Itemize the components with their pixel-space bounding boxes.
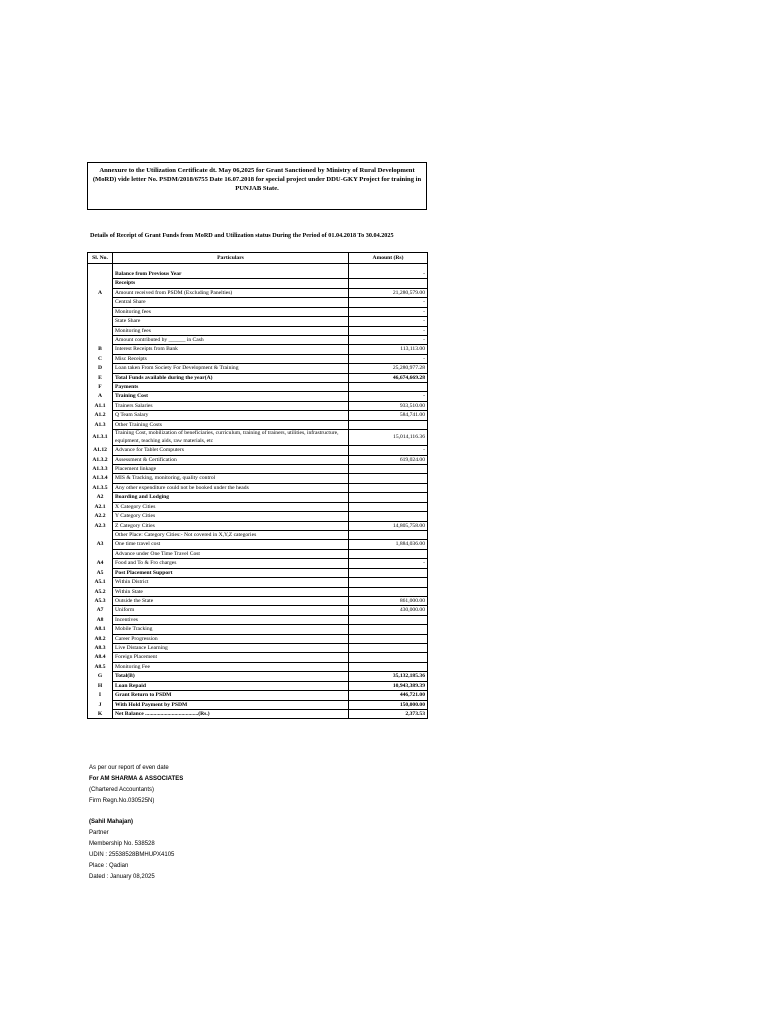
row-particular: Central Share <box>113 298 349 307</box>
table-row <box>88 530 428 539</box>
row-sl-no: G <box>88 672 113 681</box>
row-amount: - <box>349 559 428 568</box>
row-amount: 150,000.00 <box>349 700 428 709</box>
table-row <box>88 401 428 410</box>
row-particular: Y Category Cities <box>113 512 349 521</box>
row-amount: - <box>349 270 428 279</box>
row-sl-no: A1.3.1 <box>88 430 113 446</box>
row-particular: Advance under One Time Travel Cost <box>113 549 349 558</box>
row-amount: - <box>349 317 428 326</box>
annexure-title-box <box>87 162 427 210</box>
row-sl-no: A8.5 <box>88 662 113 671</box>
row-amount <box>349 383 428 392</box>
row-amount: 1,884,036.00 <box>349 540 428 549</box>
table-row <box>88 345 428 354</box>
row-amount <box>349 549 428 558</box>
row-amount <box>349 578 428 587</box>
row-particular: Loan taken From Society For Development & Training <box>113 364 349 373</box>
table-row <box>88 606 428 615</box>
row-particular: Payments <box>113 383 349 392</box>
table-row <box>88 578 428 587</box>
row-sl-no: E <box>88 373 113 382</box>
row-amount: - <box>349 335 428 344</box>
row-sl-no: A5.3 <box>88 596 113 605</box>
row-amount: - <box>349 392 428 401</box>
row-amount: 35,132,185.36 <box>349 672 428 681</box>
row-sl-no: A1.3.2 <box>88 455 113 464</box>
firm-name: For AM SHARMA & ASSOCIATES <box>89 776 184 782</box>
row-amount <box>349 625 428 634</box>
row-amount <box>349 644 428 653</box>
row-amount: 861,000.00 <box>349 596 428 605</box>
row-sl-no: A2.3 <box>88 521 113 530</box>
table-row <box>88 270 428 279</box>
row-sl-no: H <box>88 681 113 690</box>
row-amount: - <box>349 307 428 316</box>
row-sl-no <box>88 530 113 539</box>
table-row <box>88 540 428 549</box>
table-row <box>88 298 428 307</box>
row-sl-no: A <box>88 288 113 297</box>
table-row <box>88 644 428 653</box>
row-sl-no: A1.12 <box>88 446 113 455</box>
signatory-designation: Partner <box>89 830 109 836</box>
row-particular: MIS & Tracking, monitoring, quality control <box>113 474 349 483</box>
row-amount: 619,024.00 <box>349 455 428 464</box>
row-particular: Total Funds available during the year(A) <box>113 373 349 382</box>
row-particular: Other Place: Category Cities:- Not covered in X,Y,Z categories <box>113 530 349 539</box>
row-amount <box>349 483 428 492</box>
membership-no: Membership No. 538528 <box>89 841 155 847</box>
table-row <box>88 653 428 662</box>
table-row <box>88 317 428 326</box>
row-particular: Trainers Salaries <box>113 401 349 410</box>
row-particular: With Hold Payment by PSDM <box>113 700 349 709</box>
row-particular: Within District <box>113 578 349 587</box>
table-row <box>88 465 428 474</box>
table-row <box>88 700 428 709</box>
row-particular: Net Balance ......................................(Rs.) <box>113 709 349 718</box>
table-row <box>88 383 428 392</box>
place: Place : Qadian <box>89 863 129 869</box>
row-particular: Total(B) <box>113 672 349 681</box>
table-body <box>88 264 428 719</box>
table-row <box>88 326 428 335</box>
row-sl-no: B <box>88 345 113 354</box>
row-amount: 430,000.00 <box>349 606 428 615</box>
table-row <box>88 455 428 464</box>
row-particular: Amount contributed by ______ in Cash <box>113 335 349 344</box>
row-sl-no: A2 <box>88 493 113 502</box>
row-amount <box>349 615 428 624</box>
row-amount <box>349 502 428 511</box>
row-particular: Interest Receipts from Bank <box>113 345 349 354</box>
row-particular: Z Category Cities <box>113 521 349 530</box>
row-particular: Monitoring Fee <box>113 662 349 671</box>
row-particular: Within State <box>113 587 349 596</box>
table-row <box>88 420 428 429</box>
table-row <box>88 307 428 316</box>
annexure-title: Annexure to the Utilization Certificate dt. May 06,2025 for Grant Sanctioned by Ministry of Rural Development (MoRD) vide letter No. PSDM/2018/6755 Date 16.07.2018 for special project under DDU-GKY Project for training in PUNJAB State. <box>92 167 422 192</box>
table-row <box>88 335 428 344</box>
row-sl-no: A1.3.5 <box>88 483 113 492</box>
table-row <box>88 587 428 596</box>
table-row <box>88 672 428 681</box>
row-particular: Q Team Salary <box>113 411 349 420</box>
table-row <box>88 483 428 492</box>
row-amount: 46,674,669.28 <box>349 373 428 382</box>
row-amount <box>349 634 428 643</box>
row-particular: Advance for Tablet Computers <box>113 446 349 455</box>
row-sl-no: A8.3 <box>88 644 113 653</box>
row-amount <box>349 474 428 483</box>
row-sl-no: A8 <box>88 615 113 624</box>
table-row <box>88 354 428 363</box>
table-header-row <box>88 253 428 264</box>
row-particular: Food and To & Fro charges <box>113 559 349 568</box>
row-particular: Mobile Tracking <box>113 625 349 634</box>
row-amount: - <box>349 298 428 307</box>
row-particular: Foreign Placement <box>113 653 349 662</box>
row-particular: Live Distance Learning <box>113 644 349 653</box>
table-row <box>88 373 428 382</box>
table-row <box>88 615 428 624</box>
table-row <box>88 493 428 502</box>
row-amount: - <box>349 354 428 363</box>
row-particular: Loan Repaid <box>113 681 349 690</box>
row-particular: Training Cost, mobilization of beneficiaries, curriculum, training of trainers, utilities, infrastructure, equipment, teaching aids, raw materials, etc <box>113 430 349 446</box>
row-particular: Other Training Costs <box>113 420 349 429</box>
row-amount: 14,805,758.00 <box>349 521 428 530</box>
row-sl-no: A1.3.4 <box>88 474 113 483</box>
row-sl-no <box>88 270 113 279</box>
row-amount: 113,113.00 <box>349 345 428 354</box>
row-sl-no <box>88 326 113 335</box>
row-sl-no <box>88 298 113 307</box>
table-row <box>88 709 428 718</box>
table-row <box>88 681 428 690</box>
row-particular: Uniform <box>113 606 349 615</box>
table-row <box>88 288 428 297</box>
row-particular: Outside the State <box>113 596 349 605</box>
udin: UDIN : 25538528BMHUPX4105 <box>89 852 175 858</box>
row-amount: 446,721.00 <box>349 691 428 700</box>
row-amount <box>349 530 428 539</box>
row-amount <box>349 512 428 521</box>
table-row <box>88 502 428 511</box>
row-sl-no: A2.1 <box>88 502 113 511</box>
table-row <box>88 364 428 373</box>
row-particular: Monitoring fees <box>113 326 349 335</box>
row-amount <box>349 420 428 429</box>
row-particular: Assessment & Certification <box>113 455 349 464</box>
dated: Dated : January 08,2025 <box>89 874 155 880</box>
details-heading: Details of Receipt of Grant Funds from MoRD and Utilization status During the Period of 01.04.2018 To 30.04.2025 <box>90 232 394 239</box>
row-sl-no: K <box>88 709 113 718</box>
table-row <box>88 559 428 568</box>
auditor-footer <box>89 763 183 883</box>
row-sl-no: A8.2 <box>88 634 113 643</box>
row-particular: State Share <box>113 317 349 326</box>
utilization-table <box>87 252 428 719</box>
row-amount <box>349 662 428 671</box>
row-sl-no: A8.1 <box>88 625 113 634</box>
table-row <box>88 392 428 401</box>
row-sl-no: A5.1 <box>88 578 113 587</box>
table-row <box>88 446 428 455</box>
row-particular: Grant Return to PSDM <box>113 691 349 700</box>
row-amount <box>349 587 428 596</box>
row-sl-no: F <box>88 383 113 392</box>
table-row <box>88 625 428 634</box>
row-particular: Amount received from PSDM (Excluding Panelties) <box>113 288 349 297</box>
row-sl-no: A8.4 <box>88 653 113 662</box>
row-sl-no: A1.2 <box>88 411 113 420</box>
report-line: As per our report of even date <box>89 765 169 771</box>
signatory-name: (Sahil Mahajan) <box>89 819 134 825</box>
row-amount: - <box>349 326 428 335</box>
row-amount: - <box>349 446 428 455</box>
table-row <box>88 691 428 700</box>
row-particular: Training Cost <box>113 392 349 401</box>
table-row <box>88 279 428 288</box>
row-amount <box>349 279 428 288</box>
row-particular: Balance from Previous Year <box>113 270 349 279</box>
table-row <box>88 549 428 558</box>
row-particular: Receipts <box>113 279 349 288</box>
row-amount: 10,943,389.39 <box>349 681 428 690</box>
row-sl-no <box>88 549 113 558</box>
row-sl-no: A1.3 <box>88 420 113 429</box>
row-sl-no: A2.2 <box>88 512 113 521</box>
row-particular: Misc Receipts <box>113 354 349 363</box>
row-sl-no <box>88 335 113 344</box>
row-particular: X Category Cities <box>113 502 349 511</box>
row-sl-no <box>88 279 113 288</box>
row-amount: 584,741.00 <box>349 411 428 420</box>
table-row <box>88 634 428 643</box>
header-particulars: Particulars <box>113 253 349 264</box>
row-amount: 933,510.00 <box>349 401 428 410</box>
firm-regn: Firm Regn.No.030525N) <box>89 798 155 804</box>
table-row <box>88 512 428 521</box>
row-sl-no <box>88 307 113 316</box>
table-row <box>88 662 428 671</box>
row-particular: Placement linkage <box>113 465 349 474</box>
row-sl-no <box>88 317 113 326</box>
row-sl-no: C <box>88 354 113 363</box>
table-row <box>88 430 428 446</box>
table-row <box>88 521 428 530</box>
row-particular: Boarding and Lodging <box>113 493 349 502</box>
row-amount: 21,280,579.00 <box>349 288 428 297</box>
header-sl-no: Sl. No. <box>88 253 113 264</box>
row-particular: Post Placement Support <box>113 568 349 577</box>
row-amount: 2,373.53 <box>349 709 428 718</box>
row-sl-no: A5 <box>88 568 113 577</box>
row-sl-no: A5.2 <box>88 587 113 596</box>
row-particular: Monitoring fees <box>113 307 349 316</box>
header-amount: Amount (Rs) <box>349 253 428 264</box>
row-amount: 25,280,977.28 <box>349 364 428 373</box>
row-sl-no: A3 <box>88 540 113 549</box>
row-particular: Incentives <box>113 615 349 624</box>
row-amount: 15,014,116.36 <box>349 430 428 446</box>
table-row <box>88 596 428 605</box>
row-amount <box>349 465 428 474</box>
row-sl-no: A1.3.3 <box>88 465 113 474</box>
table-row <box>88 568 428 577</box>
row-amount <box>349 568 428 577</box>
row-sl-no: I <box>88 691 113 700</box>
row-particular: Career Progression <box>113 634 349 643</box>
row-sl-no: A <box>88 392 113 401</box>
table-row <box>88 474 428 483</box>
row-sl-no: A7 <box>88 606 113 615</box>
row-amount <box>349 493 428 502</box>
row-sl-no: D <box>88 364 113 373</box>
table-row <box>88 411 428 420</box>
row-particular: Any other expenditure could not be booked under the heads <box>113 483 349 492</box>
row-sl-no: A1.1 <box>88 401 113 410</box>
firm-type: (Chartered Accountants) <box>89 787 155 793</box>
row-sl-no: J <box>88 700 113 709</box>
row-amount <box>349 653 428 662</box>
row-sl-no: A4 <box>88 559 113 568</box>
row-particular: One time travel cost <box>113 540 349 549</box>
